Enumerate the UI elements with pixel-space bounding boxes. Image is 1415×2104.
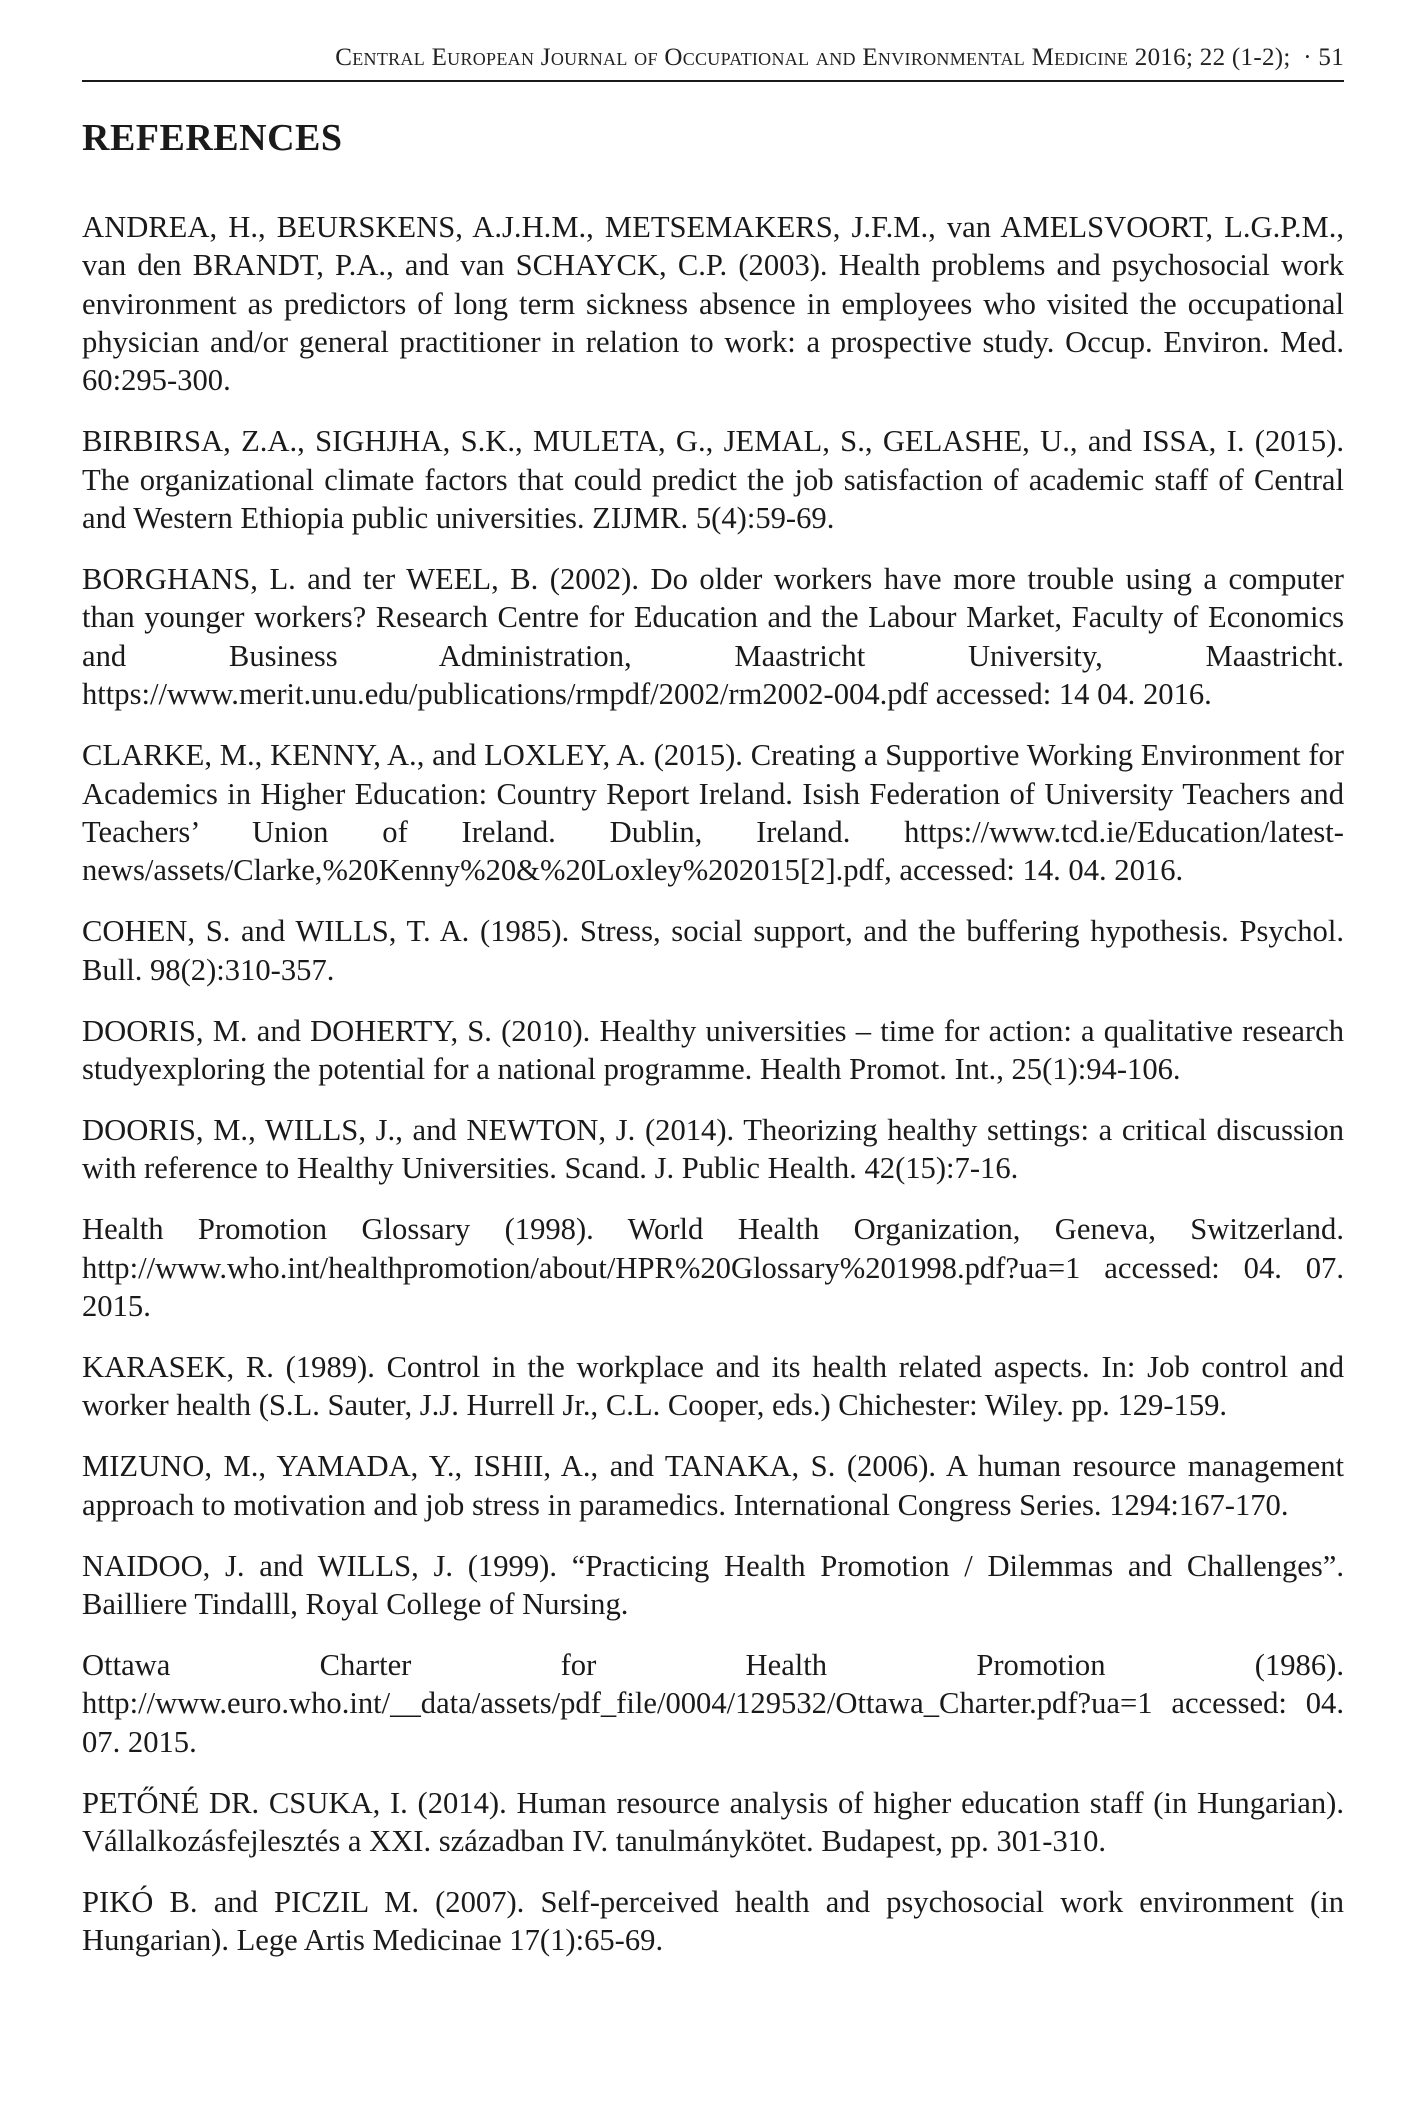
reference-item: KARASEK, R. (1989). Control in the workplace and its health related aspects. In: Job control and worker health (S.L. Sauter, J.J. Hurrell Jr., C.L. Cooper, eds.) Chichester: Wiley. pp. 129-159. <box>82 1349 1344 1423</box>
reference-item: BORGHANS, L. and ter WEEL, B. (2002). Do older workers have more trouble using a computer than younger workers? Research Centre for Education and the Labour Market, Faculty of Economics and Business Administration, Maastricht University, Maastricht. https://www.merit.unu.edu/publications/rmpdf/2002/rm2002-004.pdf accessed: 14 04. 2016. <box>82 562 1344 712</box>
reference-item: DOORIS, M., WILLS, J., and NEWTON, J. (2014). Theorizing healthy settings: a critical discussion with reference to Healthy Universities. Scand. J. Public Health. 42(15):7-16. <box>82 1112 1344 1186</box>
reference-item: COHEN, S. and WILLS, T. A. (1985). Stress, social support, and the buffering hypothesis. Psychol. Bull. 98(2):310-357. <box>82 914 1344 987</box>
reference-item: MIZUNO, M., YAMADA, Y., ISHII, A., and TANAKA, S. (2006). A human resource management approach to motivation and job stress in paramedics. International Congress Series. 1294:167-170. <box>82 1449 1344 1522</box>
page <box>82 0 1344 1982</box>
reference-item: PIKÓ B. and PICZIL M. (2007). Self-perceived health and psychosocial work environment (in Hungarian). Lege Artis Medicinae 17(1):65-69. <box>82 1884 1344 1958</box>
reference-item: PETŐNÉ DR. CSUKA, I. (2014). Human resource analysis of higher education staff (in Hungarian). Vállalkozásfejlesztés a XXI. században IV. tanulmánykötet. Budapest, pp. 301-310. <box>82 1785 1344 1859</box>
reference-item: NAIDOO, J. and WILLS, J. (1999). “Practicing Health Promotion / Dilemmas and Challenges”. Bailliere Tindalll, Royal College of Nursing. <box>82 1548 1344 1621</box>
reference-item: Ottawa Charter for Health Promotion (1986). http://www.euro.who.int/__data/assets/pdf_file/0004/129532/Ottawa_Charter.pdf?ua=1 accessed: 04. 07. 2015. <box>82 1647 1344 1759</box>
page-number: · 51 <box>1303 44 1344 71</box>
reference-item: BIRBIRSA, Z.A., SIGHJHA, S.K., MULETA, G., JEMAL, S., GELASHE, U., and ISSA, I. (2015). The organizational climate factors that could predict the job satisfaction of academic staff of Central and Western Ethiopia public universities. ZIJMR. 5(4):59-69. <box>82 424 1344 536</box>
reference-item: Health Promotion Glossary (1998). World Health Organization, Geneva, Switzerland. http://www.who.int/healthpromotion/about/HPR%20Glossary%201998.pdf?ua=1 accessed: 04. 07. 2015. <box>82 1212 1344 1324</box>
reference-item: ANDREA, H., BEURSKENS, A.J.H.M., METSEMAKERS, J.F.M., van AMELSVOORT, L.G.P.M., van den BRANDT, P.A., and van SCHAYCK, C.P. (2003). Health problems and psychosocial work environment as predictors of long term sickness absence in employees who visited the occupational physician and/or general practitioner in relation to work: a prospective study. Occup. Environ. Med. 60:295-300. <box>82 209 1344 398</box>
section-title: REFERENCES <box>82 117 343 159</box>
reference-list <box>82 208 1344 1960</box>
reference-item: CLARKE, M., KENNY, A., and LOXLEY, A. (2015). Creating a Supportive Working Environment for Academics in Higher Education: Country Report Ireland. Isish Federation of University Teachers and Teachers’ Union of Ireland. Dublin, Ireland. https://www.tcd.ie/Education/latest-news/assets/Clarke,%20Kenny%20&%20Loxley%202015[2].pdf, accessed: 14. 04. 2016. <box>82 738 1344 888</box>
reference-item: DOORIS, M. and DOHERTY, S. (2010). Healthy universities – time for action: a qualitative research studyexploring the potential for a national programme. Health Promot. Int., 25(1):94-106. <box>82 1013 1344 1087</box>
running-header <box>82 44 1344 82</box>
journal-citation: Central European Journal of Occupational and Environmental Medicine 2016; 22 (1-2); <box>335 44 1291 71</box>
